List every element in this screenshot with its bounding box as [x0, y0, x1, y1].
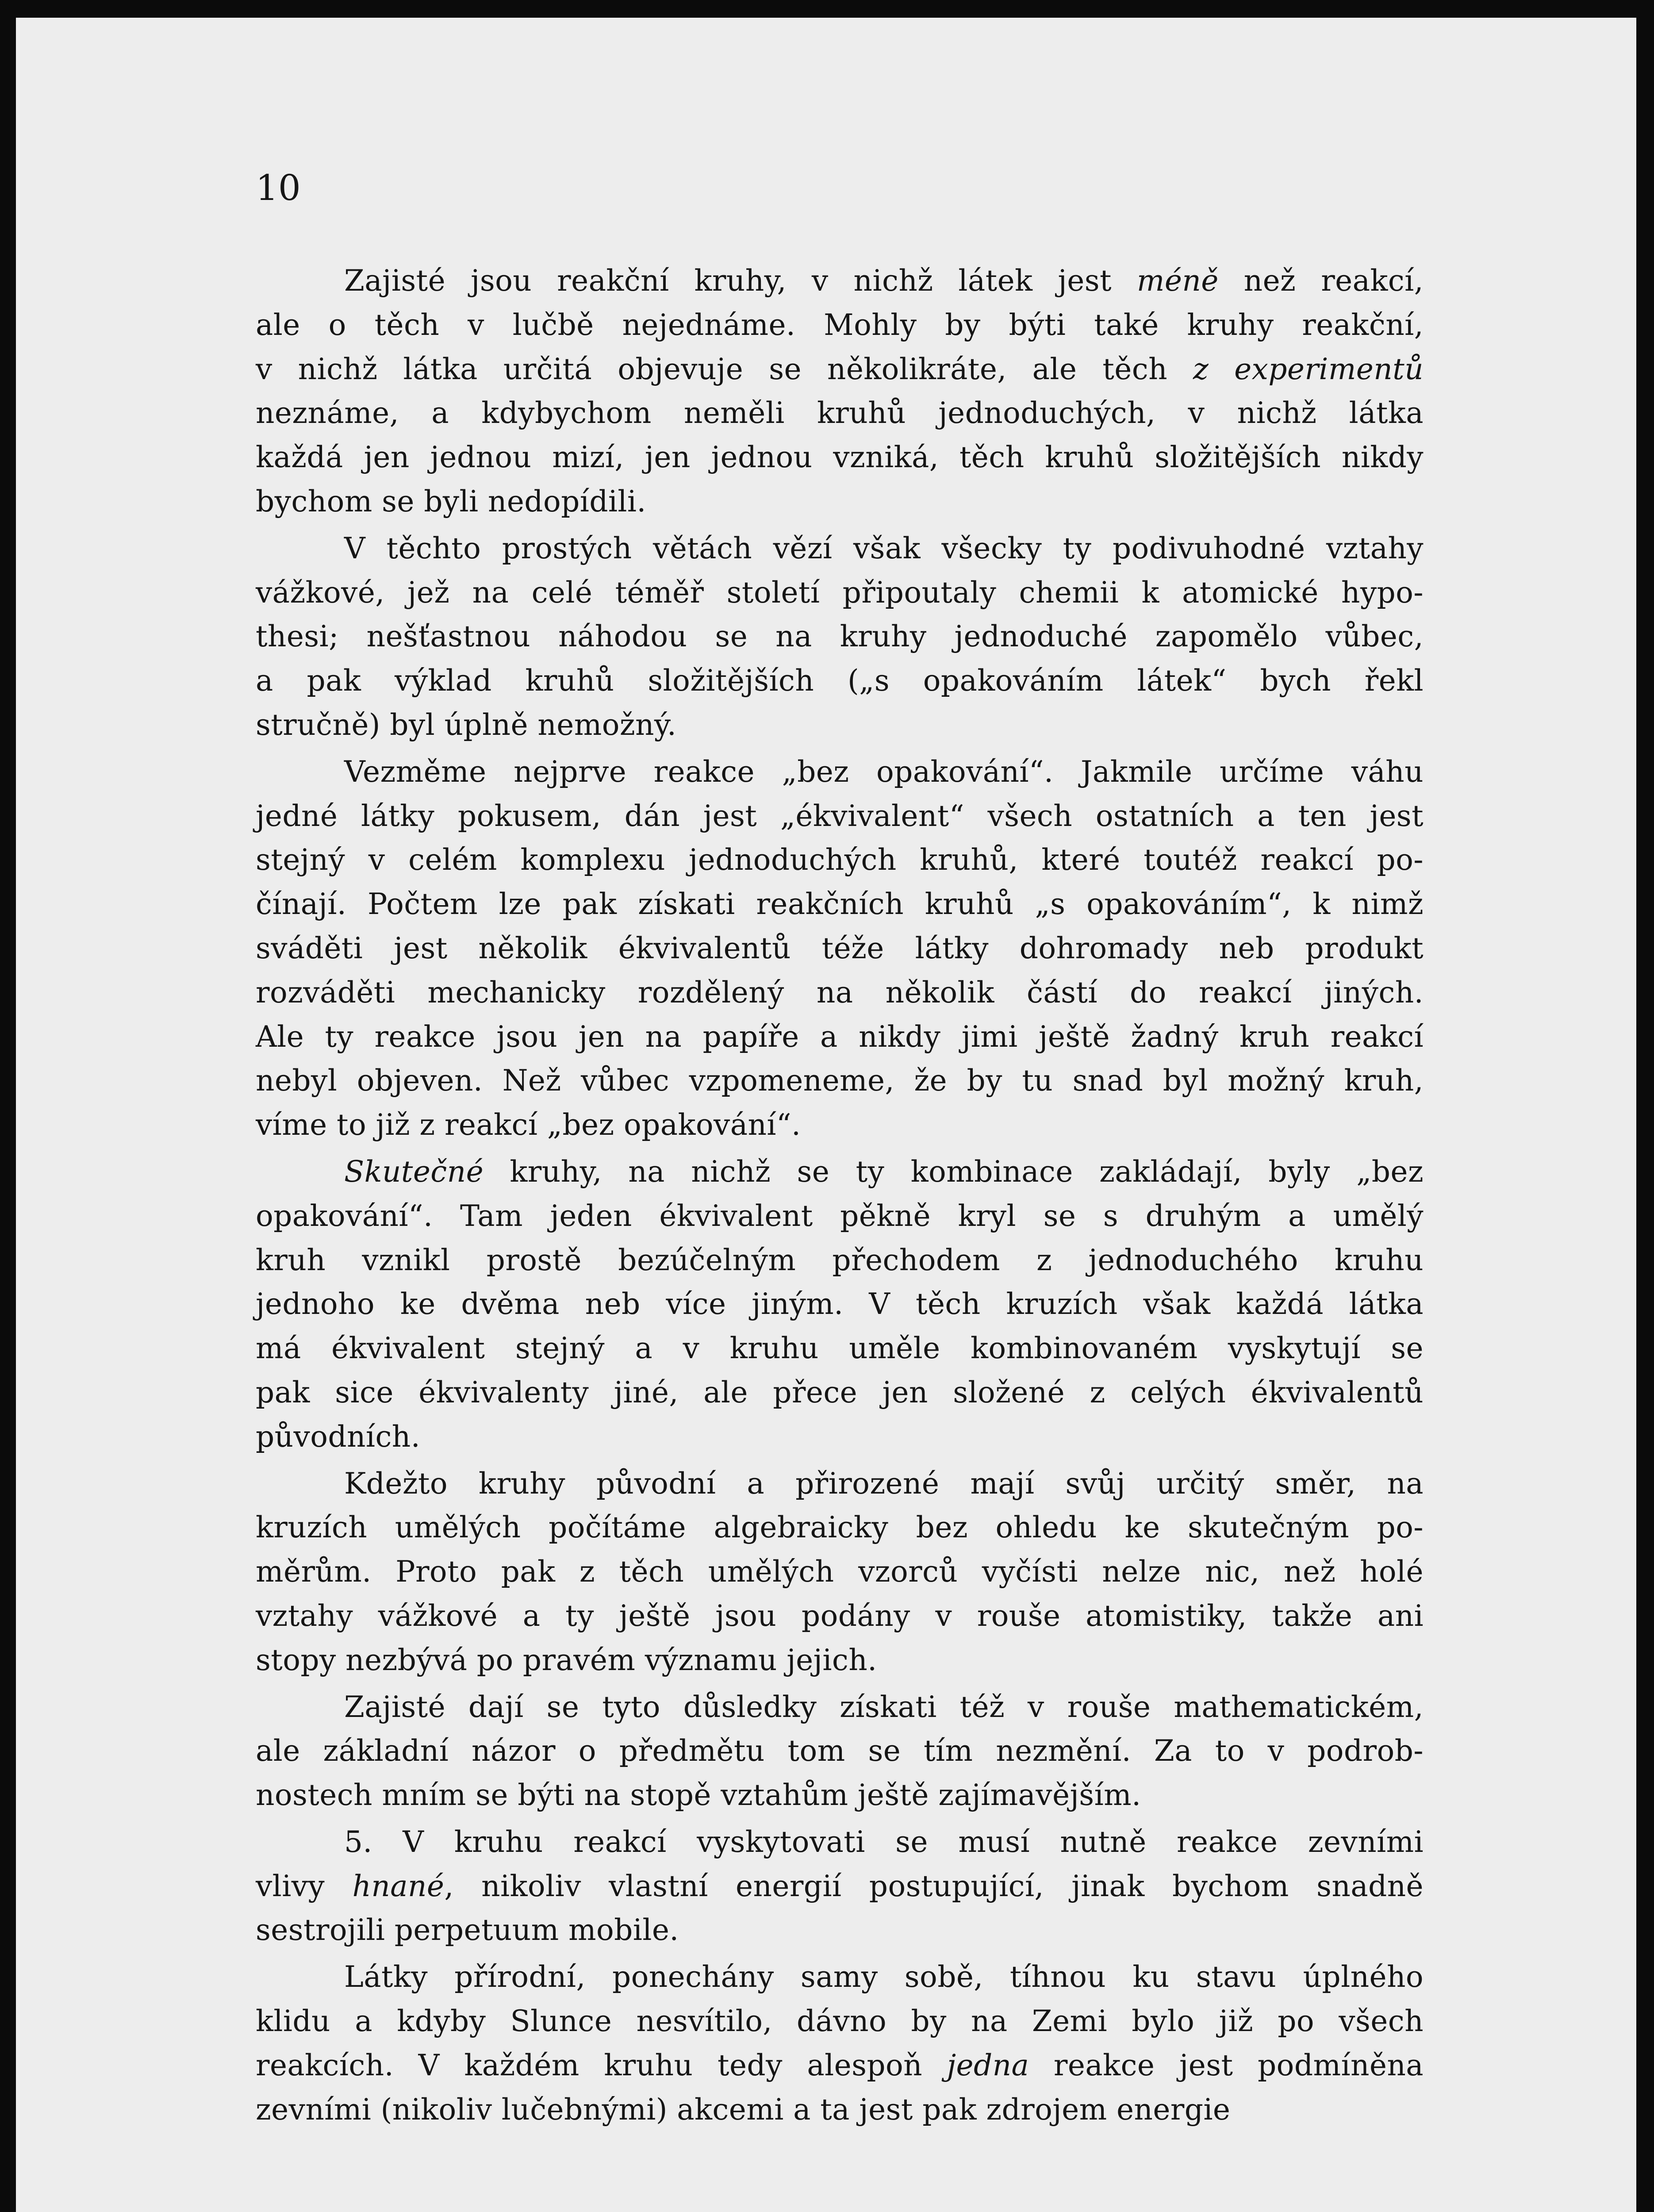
- text-run: V těchto prostých větách vězí však všecky ty podivuhodné vztahy: [344, 531, 1424, 565]
- text-run: kruh vznikl prostě bezúčelným přechodem z jednoduchého kruhu: [256, 1243, 1424, 1277]
- text-run: vlivy: [256, 1869, 353, 1903]
- text-run: Ale ty reakce jsou jen na papíře a nikdy jimi ještě žadný kruh reakcí: [256, 1019, 1424, 1054]
- text-line: [256, 1282, 1424, 1326]
- text-run: sváděti jest několik ékvivalentů téže látky dohromady neb produkt: [256, 931, 1424, 965]
- text-run: zevními (nikoliv lučebnými) akcemi a ta jest pak zdrojem energie: [256, 2092, 1231, 2127]
- text-run: a pak výklad kruhů složitějších („s opakováním látek“ bych řekl: [256, 664, 1424, 698]
- text-run: rozváděti mechanicky rozdělený na několik částí do reakcí jiných.: [256, 975, 1424, 1010]
- scan-edge-mark: [1639, 1655, 1646, 1671]
- text-line: [256, 571, 1424, 615]
- text-run: nostech mním se býti na stopě vztahům ještě zajímavějším.: [256, 1778, 1141, 1813]
- text-line: [256, 1015, 1424, 1059]
- text-line: [256, 303, 1424, 347]
- text-run: každá jen jednou mizí, jen jednou vzniká, těch kruhů složitějších nikdy: [256, 440, 1424, 475]
- text-line: [256, 1505, 1424, 1550]
- text-line: [256, 1820, 1424, 1864]
- text-line: [256, 750, 1424, 794]
- text-line: [256, 614, 1424, 659]
- text-line: [256, 794, 1424, 838]
- text-run: sestrojili perpetuum mobile.: [256, 1913, 679, 1947]
- text-run: bychom se byli nedopídili.: [256, 484, 646, 518]
- text-run: vážkové, jež na celé téměř století připoutaly chemii k atomické hypo-: [256, 575, 1424, 610]
- text-line: [256, 391, 1424, 435]
- text-run: klidu a kdyby Slunce nesvítilo, dávno by na Zemi bylo již po všech: [256, 2004, 1424, 2039]
- paragraph: [256, 1955, 1424, 2131]
- text-run: vztahy vážkové a ty ještě jsou podány v rouše atomistiky, takže ani: [256, 1598, 1424, 1633]
- text-line: [256, 1685, 1424, 1729]
- text-line: [256, 1194, 1424, 1238]
- paragraph: [256, 1685, 1424, 1817]
- text-run: čínají. Počtem lze pak získati reakčních kruhů „s opakováním“, k nimž: [256, 887, 1424, 922]
- text-line: [256, 1729, 1424, 1773]
- text-line: [256, 1550, 1424, 1594]
- body-text: [256, 259, 1424, 2134]
- text-line: [256, 2043, 1424, 2088]
- italic-text: hnané: [352, 1869, 445, 1903]
- text-run: kruzích umělých počítáme algebraicky bez ohledu ke skutečným po-: [256, 1510, 1424, 1545]
- page-number: 10: [256, 167, 301, 208]
- text-run: reakce jest podmíněna: [1029, 2048, 1424, 2082]
- text-line: [256, 1773, 1424, 1817]
- text-run: Vezměme nejprve reakce „bez opakování“. Jakmile určíme váhu: [344, 754, 1424, 789]
- italic-text: z experimentů: [1193, 352, 1424, 386]
- paragraph: [256, 526, 1424, 747]
- book-page: [16, 18, 1636, 2212]
- text-line: [256, 435, 1424, 480]
- text-run: měrům. Proto pak z těch umělých vzorců vyčísti nelze nic, než holé: [256, 1555, 1424, 1589]
- italic-text: Skutečné: [344, 1154, 484, 1189]
- text-line: [256, 1594, 1424, 1638]
- text-line: [256, 659, 1424, 703]
- paragraph: [256, 750, 1424, 1147]
- text-run: thesi; nešťastnou náhodou se na kruhy jednoduché zapomělo vůbec,: [256, 619, 1424, 654]
- text-line: [256, 1415, 1424, 1459]
- text-line: [256, 971, 1424, 1015]
- text-run: pak sice ékvivalenty jiné, ale přece jen složené z celých ékvivalentů: [256, 1375, 1424, 1409]
- text-line: [256, 1638, 1424, 1682]
- paragraph: [256, 1820, 1424, 1952]
- text-line: [256, 2088, 1424, 2132]
- text-run: kruhy, na nichž se ty kombinace zakládají, byly „bez: [484, 1154, 1424, 1189]
- text-run: než reakcí,: [1218, 264, 1424, 298]
- text-run: stopy nezbývá po pravém významu jejich.: [256, 1643, 877, 1677]
- text-run: jedné látky pokusem, dán jest „ékvivalent“ všech ostatních a ten jest: [256, 799, 1424, 833]
- text-run: , nikoliv vlastní energií postupující, jinak bychom snadně: [444, 1869, 1424, 1903]
- text-run: reakcích. V každém kruhu tedy alespoň: [256, 2048, 947, 2082]
- text-line: [256, 1103, 1424, 1147]
- text-line: [256, 480, 1424, 524]
- text-run: Zajisté jsou reakční kruhy, v nichž látek jest: [344, 264, 1137, 298]
- paragraph: [256, 1150, 1424, 1459]
- text-line: [256, 1864, 1424, 1909]
- scan-edge-mark: [1639, 1991, 1646, 2008]
- text-run: v nichž látka určitá objevuje se několikráte, ale těch: [256, 352, 1193, 386]
- text-line: [256, 347, 1424, 392]
- text-run: neznáme, a kdybychom neměli kruhů jednoduchých, v nichž látka: [256, 396, 1424, 430]
- paragraph: [256, 1462, 1424, 1682]
- text-run: Zajisté dají se tyto důsledky získati též v rouše mathematickém,: [344, 1690, 1424, 1724]
- text-line: [256, 1999, 1424, 2043]
- text-line: [256, 1371, 1424, 1415]
- text-run: 5. V kruhu reakcí vyskytovati se musí nutně reakce zevními: [344, 1824, 1424, 1859]
- text-run: Látky přírodní, ponechány samy sobě, tíhnou ku stavu úplného: [344, 1960, 1424, 1994]
- text-run: víme to již z reakcí „bez opakování“.: [256, 1108, 801, 1142]
- text-run: Kdežto kruhy původní a přirozené mají svůj určitý směr, na: [344, 1466, 1424, 1501]
- text-line: [256, 259, 1424, 303]
- text-run: nebyl objeven. Než vůbec vzpomeneme, že by tu snad byl možný kruh,: [256, 1064, 1424, 1098]
- text-line: [256, 1238, 1424, 1283]
- text-run: jednoho ke dvěma neb více jiným. V těch kruzích však každá látka: [256, 1287, 1424, 1321]
- scan-edge-mark: [1639, 416, 1645, 442]
- text-run: stručně) byl úplně nemožný.: [256, 707, 677, 742]
- text-run: ale o těch v lučbě nejednáme. Mohly by býti také kruhy reakční,: [256, 307, 1424, 342]
- text-run: opakování“. Tam jeden ékvivalent pěkně kryl se s druhým a umělý: [256, 1198, 1424, 1233]
- text-run: ale základní názor o předmětu tom se tím nezmění. Za to v podrob-: [256, 1734, 1424, 1768]
- text-line: [256, 926, 1424, 971]
- italic-text: méně: [1136, 264, 1219, 298]
- text-run: stejný v celém komplexu jednoduchých kruhů, které toutéž reakcí po-: [256, 843, 1424, 877]
- text-line: [256, 1059, 1424, 1103]
- italic-text: jedna: [947, 2048, 1029, 2082]
- text-line: [256, 838, 1424, 882]
- text-line: [256, 1326, 1424, 1371]
- paragraph: [256, 259, 1424, 524]
- text-line: [256, 882, 1424, 926]
- text-line: [256, 703, 1424, 747]
- text-line: [256, 1955, 1424, 1999]
- text-line: [256, 1150, 1424, 1194]
- text-line: [256, 1908, 1424, 1952]
- text-run: má ékvivalent stejný a v kruhu uměle kombinovaném vyskytují se: [256, 1331, 1424, 1366]
- text-run: původních.: [256, 1419, 421, 1454]
- text-line: [256, 526, 1424, 571]
- text-line: [256, 1462, 1424, 1506]
